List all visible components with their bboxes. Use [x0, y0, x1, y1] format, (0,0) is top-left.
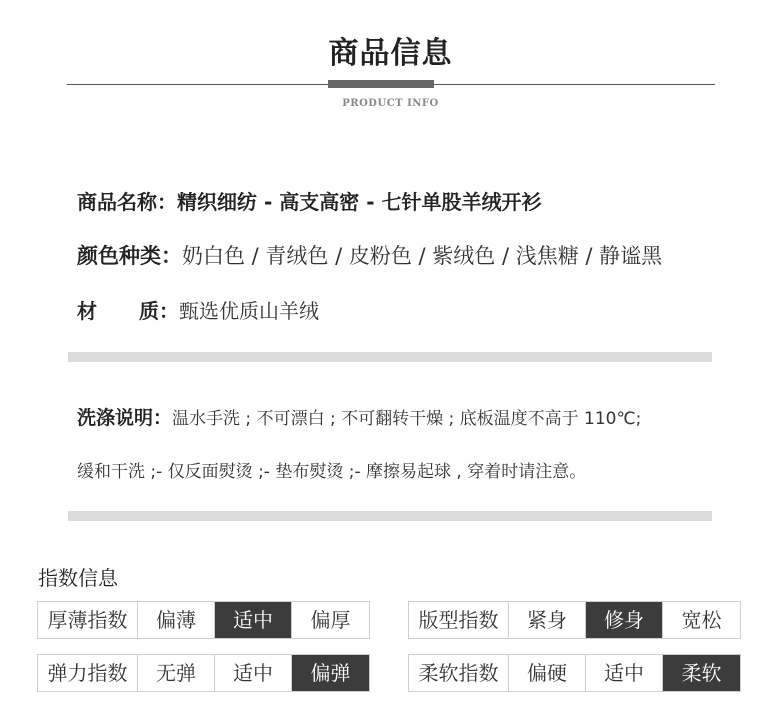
product-name-label: 商品名称 — [77, 190, 157, 214]
material-separator: ： — [159, 299, 179, 323]
product-name-value: 精织细纺 - 高支高密 - 七针单股羊绒开衫 — [177, 190, 542, 214]
section-divider — [68, 352, 712, 362]
thickness-index-table — [37, 601, 370, 639]
washing-label: 洗涤说明 — [77, 407, 154, 429]
material-label-part-1: 材 — [77, 299, 97, 323]
color-row — [77, 240, 662, 270]
washing-line-2: 缓和干洗 ;- 仅反面熨烫 ;- 垫布熨烫 ;- 摩擦易起球 , 穿着时请注意。 — [77, 462, 587, 482]
fit-index-table — [408, 601, 741, 639]
softness-index-table — [408, 654, 741, 692]
index-option: 适中 — [215, 655, 292, 691]
index-label: 版型指数 — [409, 602, 509, 638]
index-option: 无弹 — [138, 655, 215, 691]
index-label: 弹力指数 — [38, 655, 138, 691]
index-option: 偏薄 — [138, 602, 215, 638]
material-label-part-2: 质 — [139, 299, 159, 323]
index-option-selected: 柔软 — [663, 655, 740, 691]
index-option: 宽松 — [681, 608, 722, 632]
page-subtitle: PRODUCT INFO — [342, 98, 439, 109]
index-option: 偏厚 — [310, 608, 351, 632]
color-label: 颜色种类 — [77, 244, 161, 268]
washing-text-1: 温水手洗 ; 不可漂白 ; 不可翻转干燥 ; 底板温度不高于 110℃; — [172, 409, 642, 429]
index-option: 适中 — [586, 655, 663, 691]
index-label: 柔软指数 — [409, 655, 509, 691]
washing-line-1 — [77, 403, 641, 430]
washing-separator: ： — [153, 407, 173, 429]
title-accent-bar — [328, 80, 434, 88]
index-option-selected: 偏弹 — [292, 655, 369, 691]
index-option: 紧身 — [509, 602, 586, 638]
section-divider — [68, 511, 712, 521]
index-label: 厚薄指数 — [38, 602, 138, 638]
product-name-separator: ： — [157, 190, 177, 214]
material-value: 甄选优质山羊绒 — [179, 299, 319, 323]
index-option-selected: 修身 — [586, 602, 663, 638]
elasticity-index-table — [37, 654, 370, 692]
color-separator: ： — [161, 244, 182, 268]
index-option-selected: 适中 — [215, 602, 292, 638]
index-title: 指数信息 — [38, 566, 118, 590]
color-value: 奶白色 / 青绒色 / 皮粉色 / 紫绒色 / 浅焦糖 / 静谧黑 — [182, 244, 663, 268]
index-option: 偏硬 — [509, 655, 586, 691]
page-title: 商品信息 — [328, 36, 453, 71]
material-row — [77, 295, 319, 324]
product-name-row — [77, 186, 541, 215]
